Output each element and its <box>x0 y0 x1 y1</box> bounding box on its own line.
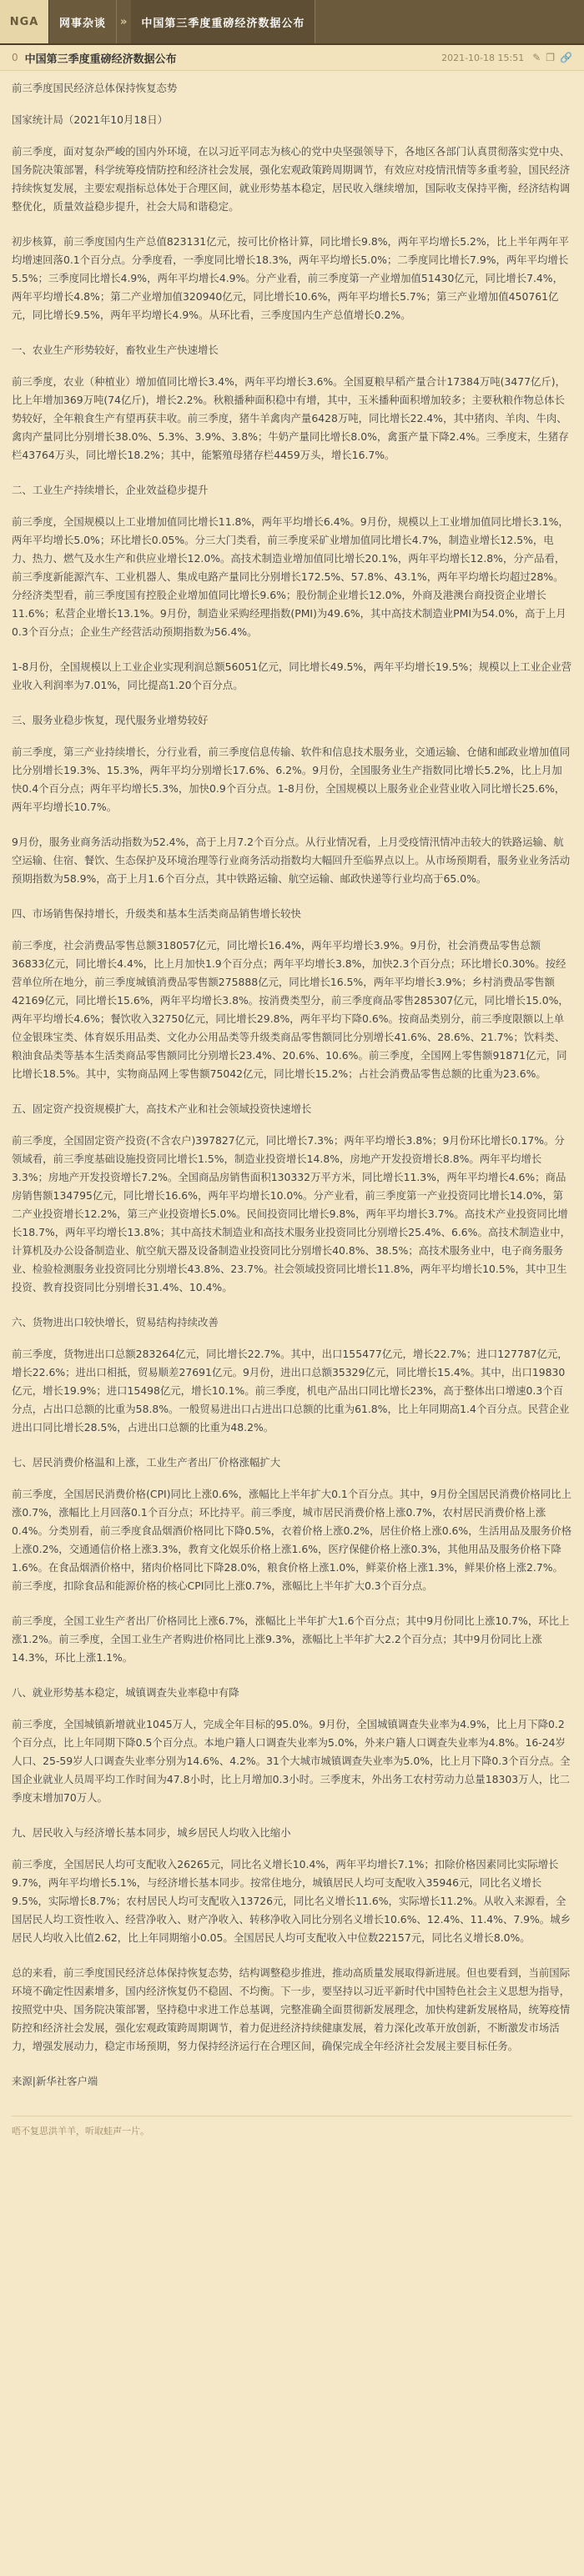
section-heading: 九、居民收入与经济增长基本同步，城乡居民人均收入比缩小 <box>12 1826 291 1839</box>
post-paragraph: 1-8月份，全国规模以上工业企业实现利润总额56051亿元，同比增长49.5%，两年平均增长19.5%；规模以上工业企业营业收入利润率为7.01%，同比提高1.20个百分点。 <box>12 660 572 691</box>
section-heading: 一、农业生产形势较好，畜牧业生产快速增长 <box>12 344 219 356</box>
post-header <box>0 45 584 71</box>
edit-icon[interactable]: ✎ <box>532 52 541 63</box>
breadcrumb-thread[interactable]: 中国第三季度重磅经济数据公布 <box>131 0 315 43</box>
section-heading: 四、市场销售保持增长，升级类和基本生活类商品销售增长较快 <box>12 907 301 920</box>
post-paragraph: 前三季度，第三产业持续增长，分行业看，前三季度信息传输、软件和信息技术服务业，交通运输、仓储和邮政业增加值同比分别增长19.3%、15.3%，两年平均分别增长17.6%、6.2%。9月份，全国服务业生产指数同比增长5.2%，比上月加快0.4个百分点；两年平均增长5.3%，加快0.9个百分点。1-8月份，全国规模以上服务业企业营业收入同比增长25.6%，两年平均增长10.7%。 <box>12 746 571 813</box>
post-paragraph: 前三季度，全国固定资产投资(不含农户)397827亿元，同比增长7.3%；两年平均增长3.8%；9月份环比增长0.17%。分领域看，前三季度基础设施投资同比增长1.5%，制造业投资增长14.8%，房地产开发投资增长8.8%。两年平均增长3.3%；房地产开发投资增长7.2%。全国商品房销售面积130332万平方米，同比增长11.3%，两年平均增长4.6%；商品房销售额134795亿元，同比增长16.6%，两年平均增长10.0%。分产业看，前三季度第一产业投资同比增长14.0%，第二产业投资增长12.2%，第三产业投资增长5.0%。民间投资同比增长9.8%，两年平均增长3.7%。高技术产业投资同比增长18.7%，两年平均增长13.8%；其中高技术制造业和高技术服务业投资同比分别增长25.4%、6.6%。高技术制造业中，计算机及办公设备制造业、航空航天器及设备制造业投资同比分别增长40.8%、38.5%；高技术服务业中，电子商务服务业、检验检测服务业投资同比分别增长43.8%、23.7%。社会领域投资同比增长11.8%，两年平均增长10.5%，其中卫生投资、教育投资同比分别增长31.4%、10.4%。 <box>12 1134 571 1293</box>
site-logo[interactable]: NGA <box>0 0 49 43</box>
post-paragraph: 前三季度，面对复杂严峻的国内外环境，在以习近平同志为核心的党中央坚强领导下，各地区各部门认真贯彻落实党中央、国务院决策部署，科学统筹疫情防控和经济社会发展，强化宏观政策跨周期调节，有效应对疫情汛情等多重考验，国民经济持续恢复发展，主要宏观指标总体处于合理区间，就业形势基本稳定，居民收入继续增加，国际收支保持平衡，经济结构调整优化，质量效益稳步提升，社会大局和谐稳定。 <box>12 145 571 213</box>
post-signature: 唔不复思洪羊羊，听取蛙声一片。 <box>12 2116 572 2145</box>
post-title: 中国第三季度重磅经济数据公布 <box>24 53 177 66</box>
post-paragraph: 前三季度，全国城镇新增就业1045万人，完成全年目标的95.0%。9月份，全国城镇调查失业率为4.9%，比上月下降0.2个百分点，比上年同期下降0.5个百分点。本地户籍人口调查失业率为5.0%，外来户籍人口调查失业率为4.8%。16-24岁人口、25-59岁人口调查失业率分别为14.6%、4.2%。31个大城市城镇调查失业率为5.0%，比上月下降0.3个百分点。全国企业就业人员周平均工作时间为47.8小时，比上月增加0.3小时。三季度末，外出务工农村劳动力总量18303万人，比二季度末增加70万人。 <box>12 1718 571 1804</box>
post-timestamp: 2021-10-18 15:51 <box>441 52 525 63</box>
post-paragraph: 前三季度，社会消费品零售总额318057亿元，同比增长16.4%，两年平均增长3.9%。9月份，社会消费品零售总额36833亿元，同比增长4.4%，比上月加快1.9个百分点；两年平均增长3.8%，加快2.3个百分点；环比增长0.30%。按经营单位所在地分，前三季度城镇消费品零售额275888亿元，同比增长16.5%，两年平均增长3.9%；乡村消费品零售额42169亿元，同比增长15.6%，两年平均增长3.8%。按消费类型分，前三季度商品零售285307亿元，同比增长15.0%，两年平均增长4.6%；餐饮收入32750亿元，同比增长29.8%，两年平均下降0.6%。按商品类别分，前三季度限额以上单位金银珠宝类、体育娱乐用品类、文化办公用品类等升级类商品零售额同比分别增长41.6%、28.6%、21.7%；饮料类、粮油食品类等基本生活类商品零售额同比分别增长23.4%、20.6%、10.6%。前三季度，全国网上零售额91871亿元，同比增长18.5%。其中，实物商品网上零售额75042亿元，同比增长15.2%；占社会消费品零售总额的比重为23.6%。 <box>12 939 569 1080</box>
link-icon[interactable]: 🔗 <box>560 52 572 63</box>
post-paragraph: 前三季度，全国规模以上工业增加值同比增长11.8%，两年平均增长6.4%。9月份，规模以上工业增加值同比增长3.1%，两年平均增长5.0%；环比增长0.05%。分三大门类看，前三季度采矿业增加值同比增长4.7%，制造业增长12.5%，电力、热力、燃气及水生产和供应业增长12.0%。高技术制造业增加值同比增长20.1%，两年平均增长12.8%，分产品看，前三季度新能源汽车、工业机器人、集成电路产量同比分别增长172.5%、57.8%、43.1%，两年平均增长均超过28%。分经济类型看，前三季度国有控股企业增加值同比增长9.6%；股份制企业增长12.0%，外商及港澳台商投资企业增长11.6%；私营企业增长13.1%。9月份，制造业采购经理指数(PMI)为49.6%，其中高技术制造业PMI为54.0%，高于上月0.3个百分点；企业生产经营活动预期指数为56.4%。 <box>12 515 569 638</box>
post-paragraph: 前三季度国民经济总体保持恢复态势 <box>12 82 178 94</box>
top-navigation-bar <box>0 0 584 45</box>
post-paragraph: 前三季度，全国工业生产者出厂价格同比上涨6.7%，涨幅比上半年扩大1.6个百分点；其中9月份同比上涨10.7%，环比上涨1.2%。前三季度，全国工业生产者购进价格同比上涨9.3%，涨幅比上半年扩大2.2个百分点；其中9月份同比上涨14.3%，环比上涨1.1%。 <box>12 1614 570 1664</box>
section-heading: 五、固定资产投资规模扩大，高技术产业和社会领域投资快速增长 <box>12 1102 312 1115</box>
section-heading: 三、服务业稳步恢复，现代服务业增势较好 <box>12 714 209 726</box>
post-paragraph: 前三季度，货物进出口总额283264亿元，同比增长22.7%。其中，出口155477亿元，增长22.7%；进口127787亿元，增长22.6%；进出口相抵，贸易顺差27691亿元。9月份，进出口总额35329亿元，同比增长15.4%。其中，出口19830亿元，增长19.9%；进口15498亿元，增长10.1%。前三季度，机电产品出口同比增长23%，高于整体出口增速0.3个百分点，占出口总额的比重为58.8%。一般贸易进出口占进出口总额的比重为61.8%，比上年同期高1.4个百分点。民营企业进出口同比增长28.5%，占进出口总额的比重为48.2%。 <box>12 1348 570 1434</box>
post-floor-number: 0 <box>12 52 18 63</box>
post-paragraph: 初步核算，前三季度国内生产总值823131亿元，按可比价格计算，同比增长9.8%，两年平均增长5.2%，比上半年两年平均增速回落0.1个百分点。分季度看，一季度同比增长18.3%，两年平均增长5.0%；二季度同比增长7.9%，两年平均增长5.5%；三季度同比增长4.9%，两年平均增长4.9%。分产业看，前三季度第一产业增加值51430亿元，同比增长7.4%，两年平均增长4.8%；第二产业增加值320940亿元，同比增长10.6%，两年平均增长5.7%；第三产业增加值450761亿元，同比增长9.5%，两年平均增长4.9%。从环比看，三季度国内生产总值增长0.2%。 <box>12 235 569 321</box>
post-paragraph: 9月份，服务业商务活动指数为52.4%，高于上月7.2个百分点。从行业情况看，上月受疫情汛情冲击较大的铁路运输、航空运输、住宿、餐饮、生态保护及环境治理等行业商务活动指数均大幅回升至临界点以上。从市场预期看，服务业业务活动预期指数为58.9%，高于上月1.6个百分点，其中铁路运输、航空运输、邮政快递等行业均高于65.0%。 <box>12 836 571 885</box>
copy-icon[interactable]: ❐ <box>546 52 556 63</box>
post-actions <box>532 52 572 63</box>
section-heading: 二、工业生产持续增长，企业效益稳步提升 <box>12 484 209 496</box>
post-paragraph: 国家统计局（2021年10月18日） <box>12 113 168 126</box>
post-paragraph: 总的来看，前三季度国民经济总体保持恢复态势，结构调整稳步推进，推动高质量发展取得新进展。但也要看到，当前国际环境不确定性因素增多，国内经济恢复仍不稳固、不均衡。下一步，要坚持以习近平新时代中国特色社会主义思想为指导，按照党中央、国务院决策部署，坚持稳中求进工作总基调，完整准确全面贯彻新发展理念，加快构建新发展格局，统筹疫情防控和经济社会发展，强化宏观政策跨周期调节，着力促进经济持续健康发展，着力深化改革开放创新，不断激发市场活力，增强发展动力，稳定市场预期，努力保持经济运行在合理区间，确保完成全年经济社会发展主要目标任务。 <box>12 1966 571 2052</box>
post-paragraph: 前三季度，农业（种植业）增加值同比增长3.4%，两年平均增长3.6%。全国夏粮早稻产量合计17384万吨(3477亿斤)，比上年增加369万吨(74亿斤)，增长2.2%。秋粮播种面积稳中有增，其中，玉米播种面积增加较多；主要秋粮作物总体长势较好，全年粮食生产有望再获丰收。前三季度，猪牛羊禽肉产量6428万吨，同比增长22.4%，其中猪肉、羊肉、牛肉、禽肉产量同比分别增长38.0%、5.3%、3.9%、3.8%；牛奶产量同比增长8.0%，禽蛋产量下降2.4%。三季度末，生猪存栏43764万头，同比增长18.2%；其中，能繁殖母猪存栏4459万头，增长16.7%。 <box>12 375 569 461</box>
post-source: 来源|新华社客户端 <box>12 2075 98 2087</box>
post-paragraph: 前三季度，全国居民人均可支配收入26265元，同比名义增长10.4%，两年平均增长7.1%；扣除价格因素同比实际增长9.7%，两年平均增长5.1%，与经济增长基本同步。按常住地分，城镇居民人均可支配收入35946元，同比名义增长9.5%，实际增长8.7%；农村居民人均可支配收入13726元，同比名义增长11.6%，实际增长11.2%。从收入来源看，全国居民人均工资性收入、经营净收入、财产净收入、转移净收入同比分别名义增长10.6%、12.4%、11.4%、7.9%。城乡居民人均收入比值2.62，比上年同期缩小0.05。全国居民人均可支配收入中位数22157元，同比名义增长8.0%。 <box>12 1858 571 1944</box>
post-paragraph: 前三季度，全国居民消费价格(CPI)同比上涨0.6%，涨幅比上半年扩大0.1个百分点。其中，9月份全国居民消费价格同比上涨0.7%，涨幅比上月回落0.1个百分点；环比持平。前三季度，城市居民消费价格上涨0.7%，农村居民消费价格上涨0.4%。分类别看，前三季度食品烟酒价格同比下降0.5%，衣着价格上涨0.2%，居住价格上涨0.6%，生活用品及服务价格上涨0.2%，交通通信价格上涨3.3%，教育文化娱乐价格上涨1.6%，医疗保健价格上涨0.3%，其他用品及服务价格下降1.6%。在食品烟酒价格中，猪肉价格同比下降28.0%，粮食价格上涨1.0%，鲜菜价格上涨1.3%，鲜果价格上涨2.7%。前三季度，扣除食品和能源价格的核心CPI同比上涨0.7%，涨幅比上半年扩大0.3个百分点。 <box>12 1488 572 1592</box>
section-heading: 六、货物进出口较快增长，贸易结构持续改善 <box>12 1316 219 1328</box>
post-body <box>0 71 584 2116</box>
breadcrumb-separator: » <box>120 15 128 28</box>
section-heading: 八、就业形势基本稳定，城镇调查失业率稳中有降 <box>12 1686 239 1699</box>
breadcrumb-forum[interactable]: 网事杂谈 <box>49 0 117 43</box>
section-heading: 七、居民消费价格温和上涨，工业生产者出厂价格涨幅扩大 <box>12 1456 281 1469</box>
